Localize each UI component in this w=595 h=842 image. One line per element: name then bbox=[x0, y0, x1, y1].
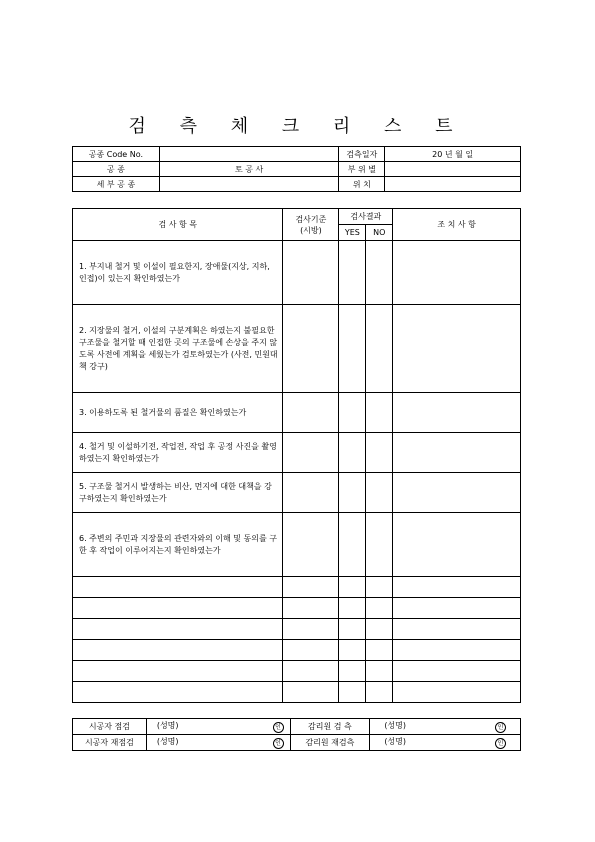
action-cell[interactable] bbox=[393, 598, 521, 619]
check-item-1: 1. 부지내 철거 및 이설이 필요한지, 장애물(지상, 지하, 인접)이 있는지 확인하였는가 bbox=[73, 241, 283, 305]
yes-cell[interactable] bbox=[339, 393, 366, 433]
action-cell[interactable] bbox=[393, 305, 521, 393]
work-label: 공 종 bbox=[73, 162, 160, 177]
header-standard bbox=[283, 209, 339, 241]
no-cell[interactable] bbox=[366, 433, 393, 473]
signature-table bbox=[72, 718, 521, 751]
date-value[interactable]: 20 년 월 일 bbox=[385, 147, 521, 162]
check-item-6: 6. 주변의 주민과 지장물의 관련자와의 이해 및 동의를 구한 후 작업이 이루어지는지 확인하였는가 bbox=[73, 513, 283, 577]
part-value[interactable] bbox=[385, 162, 521, 177]
supervisor-inspect-label: 감리원 검 측 bbox=[290, 719, 370, 735]
action-cell[interactable] bbox=[393, 661, 521, 682]
action-cell[interactable] bbox=[393, 433, 521, 473]
name-label: (성명) bbox=[156, 737, 179, 746]
seal-icon: 인 bbox=[273, 738, 284, 749]
seal-icon: 인 bbox=[273, 722, 284, 733]
blank-item[interactable] bbox=[73, 598, 283, 619]
seal-icon: 인 bbox=[495, 738, 506, 749]
no-cell[interactable] bbox=[366, 619, 393, 640]
no-cell[interactable] bbox=[366, 513, 393, 577]
header-standard-line1: 검사기준 bbox=[295, 214, 327, 224]
header-standard-line2: (시방) bbox=[300, 225, 322, 235]
yes-cell[interactable] bbox=[339, 241, 366, 305]
header-no: NO bbox=[366, 225, 393, 241]
action-cell[interactable] bbox=[393, 682, 521, 703]
contractor-check-signature[interactable] bbox=[146, 719, 290, 735]
name-label: (성명) bbox=[156, 721, 179, 730]
check-item-5: 5. 구조물 철거시 발생하는 비산, 먼지에 대한 대책을 강구하였는지 확인하였는가 bbox=[73, 473, 283, 513]
no-cell[interactable] bbox=[366, 241, 393, 305]
yes-cell[interactable] bbox=[339, 577, 366, 598]
check-item-3: 3. 이용하도록 된 철거물의 품질은 확인하였는가 bbox=[73, 393, 283, 433]
header-result: 검사결과 bbox=[339, 209, 393, 225]
yes-cell[interactable] bbox=[339, 619, 366, 640]
blank-item[interactable] bbox=[73, 682, 283, 703]
no-cell[interactable] bbox=[366, 598, 393, 619]
standard-cell[interactable] bbox=[283, 473, 339, 513]
standard-cell[interactable] bbox=[283, 305, 339, 393]
yes-cell[interactable] bbox=[339, 598, 366, 619]
code-label: 공종 Code No. bbox=[73, 147, 160, 162]
supervisor-reinspect-signature[interactable] bbox=[370, 735, 521, 751]
no-cell[interactable] bbox=[366, 473, 393, 513]
contractor-recheck-signature[interactable] bbox=[146, 735, 290, 751]
name-label: (성명) bbox=[384, 721, 407, 730]
standard-cell[interactable] bbox=[283, 513, 339, 577]
part-label: 부 위 별 bbox=[339, 162, 385, 177]
check-item-2: 2. 지장물의 철거, 이설의 구분계획은 하였는지 불필요한 구조물을 철거할 때 인접한 곳의 구조물에 손상을 주지 않도록 사전에 계획을 세웠는가 검토하였는가 (사전, 민원대책 강구) bbox=[73, 305, 283, 393]
no-cell[interactable] bbox=[366, 577, 393, 598]
action-cell[interactable] bbox=[393, 640, 521, 661]
action-cell[interactable] bbox=[393, 393, 521, 433]
detail-value[interactable] bbox=[159, 177, 339, 192]
standard-cell[interactable] bbox=[283, 241, 339, 305]
checklist-table bbox=[72, 208, 521, 703]
detail-label: 세 부 공 종 bbox=[73, 177, 160, 192]
blank-item[interactable] bbox=[73, 619, 283, 640]
yes-cell[interactable] bbox=[339, 640, 366, 661]
yes-cell[interactable] bbox=[339, 513, 366, 577]
standard-cell[interactable] bbox=[283, 577, 339, 598]
standard-cell[interactable] bbox=[283, 682, 339, 703]
no-cell[interactable] bbox=[366, 393, 393, 433]
yes-cell[interactable] bbox=[339, 682, 366, 703]
info-table bbox=[72, 146, 521, 192]
seal-icon: 인 bbox=[495, 722, 506, 733]
standard-cell[interactable] bbox=[283, 598, 339, 619]
location-value[interactable] bbox=[385, 177, 521, 192]
contractor-recheck-label: 시공자 재점검 bbox=[73, 735, 147, 751]
yes-cell[interactable] bbox=[339, 661, 366, 682]
supervisor-inspect-signature[interactable] bbox=[370, 719, 521, 735]
date-label: 검측일자 bbox=[339, 147, 385, 162]
header-items: 검 사 항 목 bbox=[73, 209, 283, 241]
no-cell[interactable] bbox=[366, 305, 393, 393]
supervisor-reinspect-label: 감리원 재검측 bbox=[290, 735, 370, 751]
standard-cell[interactable] bbox=[283, 661, 339, 682]
blank-item[interactable] bbox=[73, 640, 283, 661]
action-cell[interactable] bbox=[393, 619, 521, 640]
standard-cell[interactable] bbox=[283, 393, 339, 433]
standard-cell[interactable] bbox=[283, 433, 339, 473]
document-title: 검 측 체 크 리 스 트 bbox=[128, 116, 467, 137]
blank-item[interactable] bbox=[73, 577, 283, 598]
blank-item[interactable] bbox=[73, 661, 283, 682]
action-cell[interactable] bbox=[393, 241, 521, 305]
code-value[interactable] bbox=[159, 147, 339, 162]
standard-cell[interactable] bbox=[283, 619, 339, 640]
name-label: (성명) bbox=[384, 737, 407, 746]
action-cell[interactable] bbox=[393, 513, 521, 577]
check-item-4: 4. 철거 및 이설하기전, 작업전, 작업 후 공정 사진을 촬영하였는지 확인하였는가 bbox=[73, 433, 283, 473]
header-yes: YES bbox=[339, 225, 366, 241]
work-value[interactable]: 토 공 사 bbox=[159, 162, 339, 177]
no-cell[interactable] bbox=[366, 661, 393, 682]
standard-cell[interactable] bbox=[283, 640, 339, 661]
yes-cell[interactable] bbox=[339, 305, 366, 393]
yes-cell[interactable] bbox=[339, 473, 366, 513]
yes-cell[interactable] bbox=[339, 433, 366, 473]
contractor-check-label: 시공자 점검 bbox=[73, 719, 147, 735]
action-cell[interactable] bbox=[393, 473, 521, 513]
action-cell[interactable] bbox=[393, 577, 521, 598]
header-action: 조 치 사 항 bbox=[393, 209, 521, 241]
location-label: 위 치 bbox=[339, 177, 385, 192]
no-cell[interactable] bbox=[366, 682, 393, 703]
no-cell[interactable] bbox=[366, 640, 393, 661]
